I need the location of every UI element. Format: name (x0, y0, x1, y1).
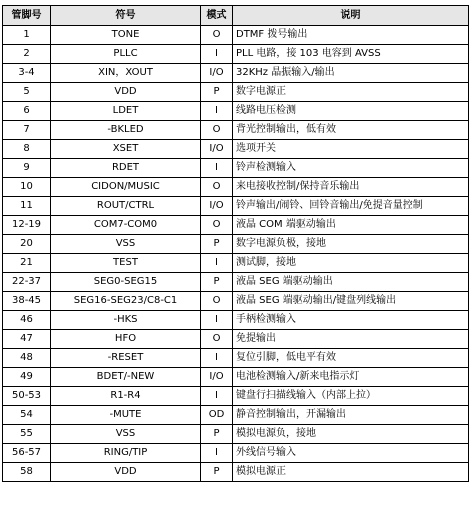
mode-cell: I/O (201, 197, 233, 216)
mode-cell: I (201, 444, 233, 463)
table-row (3, 330, 469, 349)
symbol-cell: LDET (51, 102, 201, 121)
header-mode: 模式 (201, 6, 233, 26)
description-cell: 来电接收控制/保持音乐输出 (233, 178, 469, 197)
symbol-cell: XIN，XOUT (51, 64, 201, 83)
description-cell: 液晶 SEG 端驱动输出/键盘列线输出 (233, 292, 469, 311)
mode-cell: O (201, 216, 233, 235)
symbol-cell: TONE (51, 26, 201, 45)
table-row (3, 292, 469, 311)
symbol-cell: -HKS (51, 311, 201, 330)
mode-cell: O (201, 178, 233, 197)
pin-cell: 8 (3, 140, 51, 159)
symbol-cell: -RESET (51, 349, 201, 368)
pin-cell: 47 (3, 330, 51, 349)
header-symbol: 符号 (51, 6, 201, 26)
header-pin: 管脚号 (3, 6, 51, 26)
symbol-cell: VDD (51, 83, 201, 102)
pin-cell: 9 (3, 159, 51, 178)
table-row (3, 254, 469, 273)
mode-cell: I/O (201, 64, 233, 83)
mode-cell: O (201, 292, 233, 311)
symbol-cell: SEG0-SEG15 (51, 273, 201, 292)
description-cell: 液晶 SEG 端驱动输出 (233, 273, 469, 292)
table-row (3, 140, 469, 159)
table-row (3, 121, 469, 140)
mode-cell: O (201, 26, 233, 45)
symbol-cell: ROUT/CTRL (51, 197, 201, 216)
mode-cell: O (201, 330, 233, 349)
symbol-cell: R1-R4 (51, 387, 201, 406)
mode-cell: P (201, 83, 233, 102)
pin-cell: 58 (3, 463, 51, 482)
pin-description-table (2, 5, 469, 482)
pin-cell: 50-53 (3, 387, 51, 406)
table-row (3, 83, 469, 102)
mode-cell: O (201, 121, 233, 140)
table-row (3, 368, 469, 387)
pin-cell: 46 (3, 311, 51, 330)
mode-cell: P (201, 425, 233, 444)
table-row (3, 45, 469, 64)
pin-cell: 12-19 (3, 216, 51, 235)
table-row (3, 406, 469, 425)
table-row (3, 444, 469, 463)
table-row (3, 463, 469, 482)
pin-cell: 5 (3, 83, 51, 102)
table-row (3, 273, 469, 292)
table-row (3, 425, 469, 444)
mode-cell: I (201, 159, 233, 178)
symbol-cell: BDET/-NEW (51, 368, 201, 387)
table-header-row (3, 6, 469, 26)
symbol-cell: SEG16-SEG23/C8-C1 (51, 292, 201, 311)
table-row (3, 349, 469, 368)
description-cell: PLL 电路，接 103 电容到 AVSS (233, 45, 469, 64)
description-cell: 铃声输出/闹铃、回铃音输出/免提音量控制 (233, 197, 469, 216)
table-body (3, 26, 469, 482)
table-row (3, 26, 469, 45)
table-row (3, 311, 469, 330)
description-cell: 模拟电源正 (233, 463, 469, 482)
symbol-cell: HFO (51, 330, 201, 349)
pin-cell: 6 (3, 102, 51, 121)
description-cell: 背光控制输出，低有效 (233, 121, 469, 140)
symbol-cell: -BKLED (51, 121, 201, 140)
table-row (3, 235, 469, 254)
description-cell: 数字电源正 (233, 83, 469, 102)
pin-cell: 49 (3, 368, 51, 387)
mode-cell: I (201, 102, 233, 121)
mode-cell: I (201, 387, 233, 406)
symbol-cell: CIDON/MUSIC (51, 178, 201, 197)
symbol-cell: TEST (51, 254, 201, 273)
description-cell: 测试脚，接地 (233, 254, 469, 273)
pin-cell: 54 (3, 406, 51, 425)
table-row (3, 159, 469, 178)
symbol-cell: VSS (51, 425, 201, 444)
table-row (3, 102, 469, 121)
header-description: 说明 (233, 6, 469, 26)
mode-cell: I (201, 45, 233, 64)
symbol-cell: PLLC (51, 45, 201, 64)
symbol-cell: -MUTE (51, 406, 201, 425)
symbol-cell: VSS (51, 235, 201, 254)
mode-cell: I/O (201, 140, 233, 159)
mode-cell: P (201, 235, 233, 254)
description-cell: 数字电源负极，接地 (233, 235, 469, 254)
description-cell: 静音控制输出，开漏输出 (233, 406, 469, 425)
description-cell: 复位引脚，低电平有效 (233, 349, 469, 368)
description-cell: DTMF 拨号输出 (233, 26, 469, 45)
symbol-cell: VDD (51, 463, 201, 482)
mode-cell: I (201, 311, 233, 330)
description-cell: 电池检测输入/新来电指示灯 (233, 368, 469, 387)
description-cell: 液晶 COM 端驱动输出 (233, 216, 469, 235)
description-cell: 选项开关 (233, 140, 469, 159)
symbol-cell: RING/TIP (51, 444, 201, 463)
pin-cell: 1 (3, 26, 51, 45)
mode-cell: I (201, 254, 233, 273)
pin-cell: 48 (3, 349, 51, 368)
pin-cell: 22-37 (3, 273, 51, 292)
table-row (3, 178, 469, 197)
description-cell: 模拟电源负，接地 (233, 425, 469, 444)
pin-cell: 2 (3, 45, 51, 64)
description-cell: 铃声检测输入 (233, 159, 469, 178)
symbol-cell: COM7-COM0 (51, 216, 201, 235)
symbol-cell: RDET (51, 159, 201, 178)
mode-cell: P (201, 463, 233, 482)
pin-cell: 38-45 (3, 292, 51, 311)
pin-cell: 7 (3, 121, 51, 140)
pin-cell: 55 (3, 425, 51, 444)
description-cell: 32KHz 晶振输入/输出 (233, 64, 469, 83)
mode-cell: I (201, 349, 233, 368)
pin-cell: 56-57 (3, 444, 51, 463)
description-cell: 线路电压检测 (233, 102, 469, 121)
symbol-cell: XSET (51, 140, 201, 159)
pin-cell: 20 (3, 235, 51, 254)
table-row (3, 197, 469, 216)
pin-cell: 10 (3, 178, 51, 197)
table-row (3, 216, 469, 235)
description-cell: 外线信号输入 (233, 444, 469, 463)
pin-cell: 21 (3, 254, 51, 273)
pin-cell: 3-4 (3, 64, 51, 83)
mode-cell: OD (201, 406, 233, 425)
description-cell: 键盘行扫描线输入（内部上拉） (233, 387, 469, 406)
mode-cell: I/O (201, 368, 233, 387)
mode-cell: P (201, 273, 233, 292)
description-cell: 手柄检测输入 (233, 311, 469, 330)
pin-cell: 11 (3, 197, 51, 216)
table-row (3, 64, 469, 83)
description-cell: 免提输出 (233, 330, 469, 349)
table-row (3, 387, 469, 406)
